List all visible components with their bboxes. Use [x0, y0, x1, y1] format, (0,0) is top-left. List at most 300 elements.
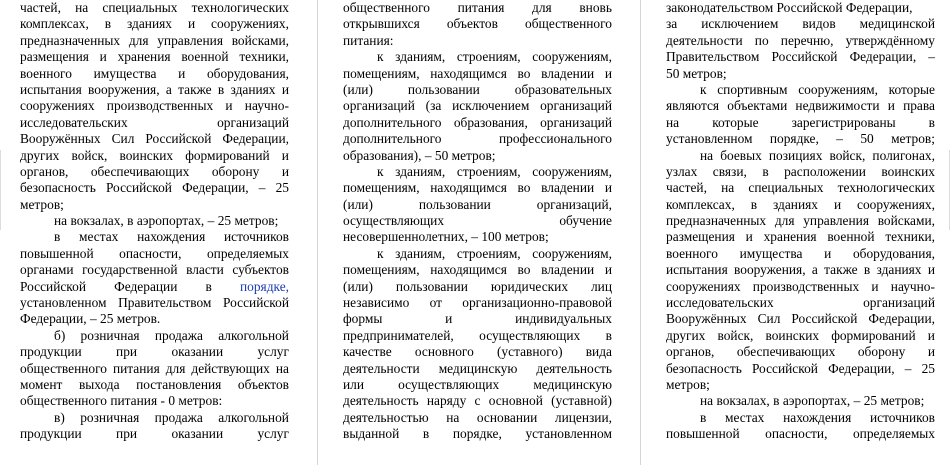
word: организаций	[217, 114, 289, 130]
word: права	[903, 98, 935, 114]
word: 25	[100, 311, 114, 327]
text-line	[343, 131, 612, 147]
word: полигонах,	[872, 147, 935, 163]
text-line	[343, 66, 612, 82]
word: наряду	[426, 393, 467, 409]
word: субъектов	[232, 262, 289, 278]
word: Российской	[751, 360, 818, 376]
text-line	[343, 197, 612, 213]
word: нахождения	[137, 229, 206, 245]
word: к	[377, 245, 384, 261]
word: питания	[457, 0, 505, 15]
word: общественного	[343, 0, 430, 15]
text-line	[666, 295, 935, 311]
word: Российской	[223, 295, 289, 311]
word: и	[604, 180, 612, 196]
text-column-2	[343, 0, 612, 443]
word: Федерации,	[845, 0, 913, 15]
text-line	[666, 148, 935, 164]
word: недвижимости	[795, 98, 880, 114]
word: и	[281, 81, 289, 97]
word: в	[217, 81, 225, 97]
word: продажа	[154, 409, 203, 425]
text-line	[666, 328, 935, 344]
word: основного	[414, 344, 474, 360]
word: зданиях	[230, 81, 276, 97]
word: формы	[343, 311, 383, 327]
text-line	[343, 180, 612, 196]
word: и	[927, 262, 935, 278]
text-line	[20, 229, 289, 245]
word: объектов	[446, 16, 498, 32]
page-edge-right	[949, 150, 950, 230]
word: военной	[827, 229, 875, 245]
word: местах	[725, 409, 765, 425]
word: в	[773, 393, 780, 409]
word: источников	[223, 229, 289, 245]
word: комплексах,	[666, 196, 735, 212]
text-line	[20, 148, 289, 164]
text-line	[20, 246, 289, 262]
word: управления	[803, 213, 869, 229]
text-line	[20, 311, 289, 327]
word: услуг	[257, 344, 289, 360]
word: продукции	[20, 344, 82, 360]
word: войск,	[829, 147, 866, 163]
word: хранения	[763, 229, 817, 245]
text-line	[666, 426, 935, 442]
word: дополнительного	[343, 131, 442, 147]
word: метров;	[504, 229, 549, 245]
text-line	[666, 393, 935, 409]
word: во	[517, 262, 531, 278]
text-line	[20, 410, 289, 426]
word: исключением	[701, 16, 779, 32]
word: помещениям,	[343, 180, 420, 196]
word: пользовании	[407, 81, 480, 97]
word: организаций	[540, 98, 612, 114]
word: исключением	[452, 98, 530, 114]
word: аэропортах,	[782, 393, 851, 409]
word: и	[445, 311, 453, 327]
word: и	[225, 98, 233, 114]
word: спортивным	[717, 81, 788, 97]
word: и	[281, 163, 289, 179]
word: и	[927, 344, 935, 360]
text-line	[343, 82, 612, 98]
word: метров;	[20, 196, 64, 212]
word: образования),	[343, 147, 422, 163]
word: -	[160, 393, 165, 409]
word: связи,	[712, 163, 747, 179]
word: узлах	[666, 163, 698, 179]
word: сооружениях	[666, 278, 741, 294]
text-line	[666, 82, 935, 98]
word: 100	[481, 229, 502, 245]
word: пользовании	[395, 278, 468, 294]
word: от	[429, 295, 442, 311]
word: других	[20, 147, 60, 163]
word: Федерации,	[222, 131, 289, 147]
word: деятельностью	[343, 409, 429, 425]
word: органов,	[20, 163, 69, 179]
word: воинских	[765, 327, 820, 343]
word: продукции	[20, 426, 82, 442]
word: зданиях	[773, 196, 818, 212]
word: Правительством	[118, 295, 212, 311]
word: (уставного)	[496, 344, 563, 360]
word: осуществляющих	[479, 327, 581, 343]
text-line	[343, 33, 612, 49]
word: осуществляющих	[398, 376, 500, 392]
word: научно-	[244, 98, 289, 114]
word: в	[54, 229, 61, 245]
text-line	[343, 148, 612, 164]
word: вооружения,	[734, 262, 806, 278]
word: оборону	[857, 344, 906, 360]
word: в	[422, 426, 430, 442]
word: организаций	[540, 114, 612, 130]
word: безопасность	[20, 180, 96, 196]
text-line	[666, 0, 935, 16]
word: оказании	[171, 344, 224, 360]
word: имущества	[739, 245, 803, 261]
word: лиц	[590, 278, 612, 294]
word: объектов	[237, 376, 289, 392]
word: исследовательских	[666, 295, 774, 311]
word: предназначенных	[666, 213, 767, 229]
word: в	[700, 409, 707, 425]
word: военного	[666, 245, 718, 261]
word: оборудования,	[206, 65, 289, 81]
word: алкогольной	[218, 409, 289, 425]
word: деятельность	[536, 360, 612, 376]
word: сооружениям,	[532, 245, 612, 261]
text-line	[666, 16, 935, 32]
word: и	[927, 327, 935, 343]
word: объектами	[727, 98, 788, 114]
word: (или)	[343, 81, 373, 97]
word: вооружения,	[88, 81, 160, 97]
word: лицензии,	[554, 409, 612, 425]
word: сооружениях,	[211, 16, 289, 32]
word: безопасность	[666, 360, 742, 376]
text-line	[343, 164, 612, 180]
word: организаций,	[536, 196, 612, 212]
word: находящимся	[430, 65, 507, 81]
text-line	[343, 229, 612, 245]
word: Российской	[20, 278, 86, 294]
word: органов,	[666, 344, 715, 360]
word: основании	[476, 409, 538, 425]
word: организаций	[863, 295, 935, 311]
word: во	[517, 180, 531, 196]
word: расположении	[784, 163, 866, 179]
text-line	[666, 279, 935, 295]
page-edge-left	[0, 150, 1, 230]
text-line	[20, 164, 289, 180]
text-line	[666, 49, 935, 65]
word: пользовании	[418, 196, 491, 212]
text-line	[343, 393, 612, 409]
word: частей,	[20, 0, 61, 15]
word: питания:	[343, 32, 394, 48]
word: (или)	[343, 196, 373, 212]
word: боевых	[720, 147, 762, 163]
word: момент	[20, 376, 63, 392]
text-line	[343, 115, 612, 131]
word: в	[762, 163, 769, 179]
word: установленном	[20, 295, 107, 311]
word: при	[116, 344, 138, 360]
word: Федерации	[114, 278, 178, 294]
word: установленном	[666, 131, 753, 147]
word: питания	[112, 360, 160, 376]
word: определяемых	[206, 245, 289, 261]
word: Федерации,	[868, 311, 935, 327]
word: метров;	[880, 393, 925, 409]
word: зарегистрированы	[791, 114, 896, 130]
column-divider	[317, 0, 318, 465]
text-line	[20, 328, 289, 344]
word: научно-	[890, 278, 935, 294]
text-line	[666, 246, 935, 262]
word: организаций	[343, 98, 415, 114]
word: 25	[275, 180, 289, 196]
word: имущества	[93, 65, 157, 81]
word: 50	[860, 131, 874, 147]
text-line	[20, 262, 289, 278]
word: предназначенных	[20, 32, 121, 48]
text-line	[343, 410, 612, 426]
text-line	[666, 164, 935, 180]
word: помещениям,	[343, 65, 420, 81]
word: в	[863, 262, 871, 278]
text-line	[666, 98, 935, 114]
word: 0	[168, 393, 176, 409]
word: (за	[425, 98, 442, 114]
word: опасности,	[119, 245, 182, 261]
word: повышенной	[20, 245, 94, 261]
word: –	[836, 131, 843, 147]
word: независимо	[343, 295, 410, 311]
word: действующих	[191, 360, 270, 376]
word: Федерации,	[20, 311, 87, 327]
word: строениям,	[456, 163, 521, 179]
word: продажа	[154, 327, 203, 343]
text-line	[20, 197, 289, 213]
text-line	[666, 262, 935, 278]
word: –	[853, 393, 861, 409]
text-line	[666, 213, 935, 229]
text-line	[343, 426, 612, 442]
word: обеспечивающих	[90, 163, 190, 179]
word: обучение	[559, 213, 612, 229]
word: управления	[157, 32, 223, 48]
text-line	[343, 295, 612, 311]
word: –	[471, 229, 478, 245]
column-divider	[640, 0, 641, 465]
word: в	[205, 278, 212, 294]
document-link[interactable]: порядке,	[240, 278, 289, 294]
text-line	[343, 246, 612, 262]
word: метров:	[178, 393, 223, 409]
word: сооружениям,	[798, 81, 878, 97]
word: войсками,	[231, 32, 289, 48]
text-line	[343, 213, 612, 229]
word: при	[116, 426, 138, 442]
word: –	[258, 180, 266, 196]
word: производственных	[752, 278, 860, 294]
text-line	[666, 361, 935, 377]
word: Вооружённых	[666, 311, 747, 327]
word: медицинскую	[533, 376, 612, 392]
word: определяемых	[852, 426, 935, 442]
word: а	[165, 81, 172, 97]
word: сооружениям,	[532, 49, 612, 65]
word: 25	[863, 393, 878, 409]
word: порядке,	[769, 131, 819, 147]
word: специальных	[748, 180, 824, 196]
word: и	[178, 65, 186, 81]
word: к	[377, 163, 384, 179]
word: установленном	[525, 426, 612, 442]
word: профессионального	[499, 131, 612, 147]
word: несовершеннолетних,	[343, 229, 468, 245]
word: дополнительного	[343, 114, 442, 130]
word: общественного	[20, 393, 107, 409]
word: технологических	[837, 180, 935, 196]
word: в	[127, 213, 134, 229]
text-line	[20, 115, 289, 131]
word: –	[928, 49, 935, 65]
text-line	[20, 361, 289, 377]
word: и	[824, 245, 832, 261]
word: вновь	[579, 0, 612, 15]
text-column-1	[20, 0, 289, 443]
word: также	[178, 81, 212, 97]
word: на	[54, 213, 68, 229]
word: зданиях	[127, 16, 172, 32]
text-line	[666, 344, 935, 360]
word: постановления	[136, 376, 222, 392]
word: нахождения	[783, 409, 852, 425]
word: в	[104, 16, 112, 32]
word: 50	[666, 65, 680, 81]
word: предпринимателей,	[343, 327, 454, 343]
word: техники,	[239, 49, 289, 65]
text-line	[343, 361, 612, 377]
word: медицинскую	[438, 360, 518, 376]
text-line	[666, 131, 935, 147]
word: Сил	[111, 131, 135, 147]
word: Российской	[105, 180, 172, 196]
word: и	[604, 262, 612, 278]
word: законодательством	[666, 0, 774, 15]
word: к	[700, 81, 707, 97]
word: в	[605, 327, 612, 343]
word: –	[904, 360, 912, 376]
word: войсками,	[877, 213, 935, 229]
text-line	[20, 0, 289, 16]
word: опасности,	[765, 426, 828, 442]
word: оборудования,	[852, 245, 935, 261]
word: Российской	[145, 131, 212, 147]
word: помещениям,	[343, 262, 420, 278]
word: источников	[869, 409, 935, 425]
word: Вооружённых	[20, 131, 101, 147]
word: технологических	[191, 0, 289, 15]
word: метров;	[234, 213, 279, 229]
word: в	[928, 114, 935, 130]
text-line	[666, 197, 935, 213]
word: Российской	[776, 0, 843, 15]
word: к	[377, 49, 384, 65]
word: в	[750, 196, 758, 212]
word: производственных	[106, 98, 214, 114]
word: деятельность	[343, 393, 419, 409]
word: испытания	[20, 81, 82, 97]
word: на	[75, 0, 89, 15]
text-column-3	[666, 0, 935, 443]
word: аэропортах,	[136, 213, 205, 229]
word: за	[666, 16, 678, 32]
word: в)	[54, 409, 65, 425]
word: метров;	[682, 65, 727, 81]
word: порядке,	[452, 426, 502, 442]
word: обеспечивающих	[736, 344, 836, 360]
word: владении	[541, 180, 595, 196]
text-line	[20, 295, 289, 311]
word: на	[666, 114, 680, 130]
word: которые	[888, 81, 935, 97]
word: 25	[217, 213, 232, 229]
word: 50	[434, 147, 449, 163]
word: для	[774, 213, 795, 229]
word: оборону	[211, 163, 260, 179]
word: утверждённому	[845, 32, 935, 48]
word: б)	[54, 327, 66, 343]
text-line	[20, 213, 289, 229]
word: для	[128, 32, 149, 48]
text-line	[666, 33, 935, 49]
word: видов	[802, 16, 836, 32]
word: перечню,	[780, 32, 834, 48]
word: розничная	[80, 327, 140, 343]
word: вида	[585, 344, 612, 360]
word: воинских	[119, 147, 174, 163]
text-line	[666, 180, 935, 196]
word: на	[721, 180, 735, 196]
word: владении	[541, 65, 595, 81]
word: медицинской	[859, 16, 935, 32]
text-line	[20, 131, 289, 147]
word: и	[99, 49, 107, 65]
word: а	[811, 262, 818, 278]
word: 25	[921, 360, 935, 376]
word: зданиям,	[395, 245, 446, 261]
text-line	[20, 344, 289, 360]
word: воинских	[881, 163, 935, 179]
word: военного	[20, 65, 72, 81]
word: зданиям,	[395, 163, 446, 179]
text-line	[20, 16, 289, 32]
word: зданиях	[876, 262, 922, 278]
text-line	[20, 66, 289, 82]
word: юридических	[490, 278, 569, 294]
word: метров.	[116, 311, 161, 327]
word: услуг	[257, 426, 289, 442]
